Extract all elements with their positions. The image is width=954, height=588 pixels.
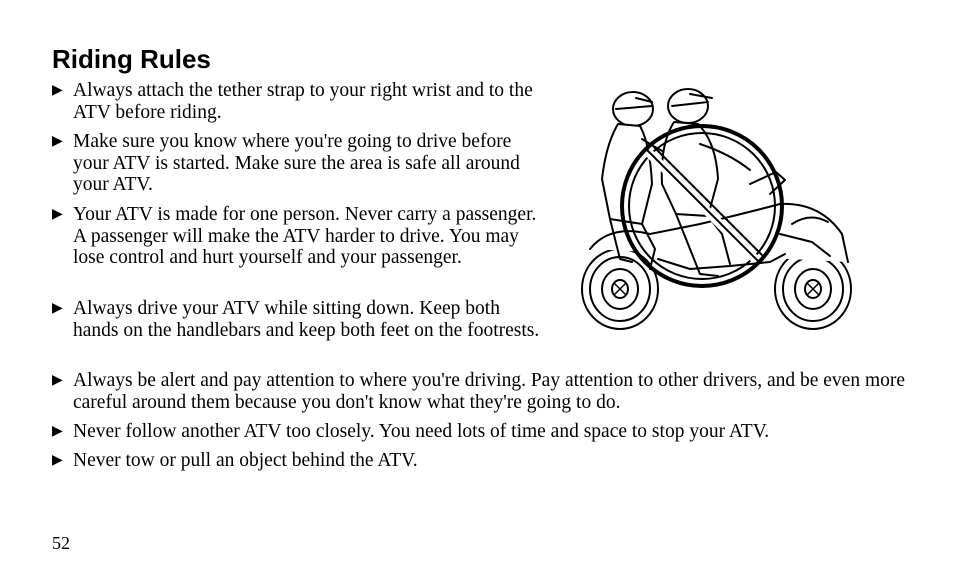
bullet-arrow-icon: ▶ (52, 134, 63, 149)
rule-item (52, 370, 912, 413)
bullet-arrow-icon: ▶ (52, 301, 63, 316)
rule-text: Never tow or pull an object behind the ATV. (73, 450, 418, 471)
bullet-arrow-icon: ▶ (52, 373, 63, 388)
rule-item (52, 421, 912, 443)
no-passenger-atv-illustration (580, 84, 852, 346)
rule-item (52, 204, 542, 269)
rule-item (52, 80, 542, 123)
bullet-arrow-icon: ▶ (52, 424, 63, 439)
rule-text: Always attach the tether strap to your right wrist and to the ATV before riding. (73, 80, 533, 123)
bullet-arrow-icon: ▶ (52, 83, 63, 98)
page-number: 52 (52, 533, 70, 553)
rule-text: Always drive your ATV while sitting down. Keep both hands on the handlebars and keep both feet on the footrests. (73, 298, 540, 341)
rule-text: Your ATV is made for one person. Never carry a passenger. A passenger will make the ATV harder to drive. You may lose control and hurt yourself and your passenger. (73, 204, 537, 268)
no-passenger-atv-icon (580, 84, 852, 346)
rule-item (52, 131, 542, 196)
page-title: Riding Rules (52, 44, 211, 74)
rule-text: Always be alert and pay attention to where you're driving. Pay attention to other drivers, and be even more careful around them because you don't know what they're going to do. (73, 370, 906, 413)
bullet-arrow-icon: ▶ (52, 453, 63, 468)
rule-item (52, 450, 912, 472)
rule-item (52, 298, 542, 341)
rule-text: Never follow another ATV too closely. You need lots of time and space to stop your ATV. (73, 421, 770, 442)
bullet-arrow-icon: ▶ (52, 207, 63, 222)
rule-text: Make sure you know where you're going to drive before your ATV is started. Make sure the area is safe all around your ATV. (73, 131, 520, 195)
